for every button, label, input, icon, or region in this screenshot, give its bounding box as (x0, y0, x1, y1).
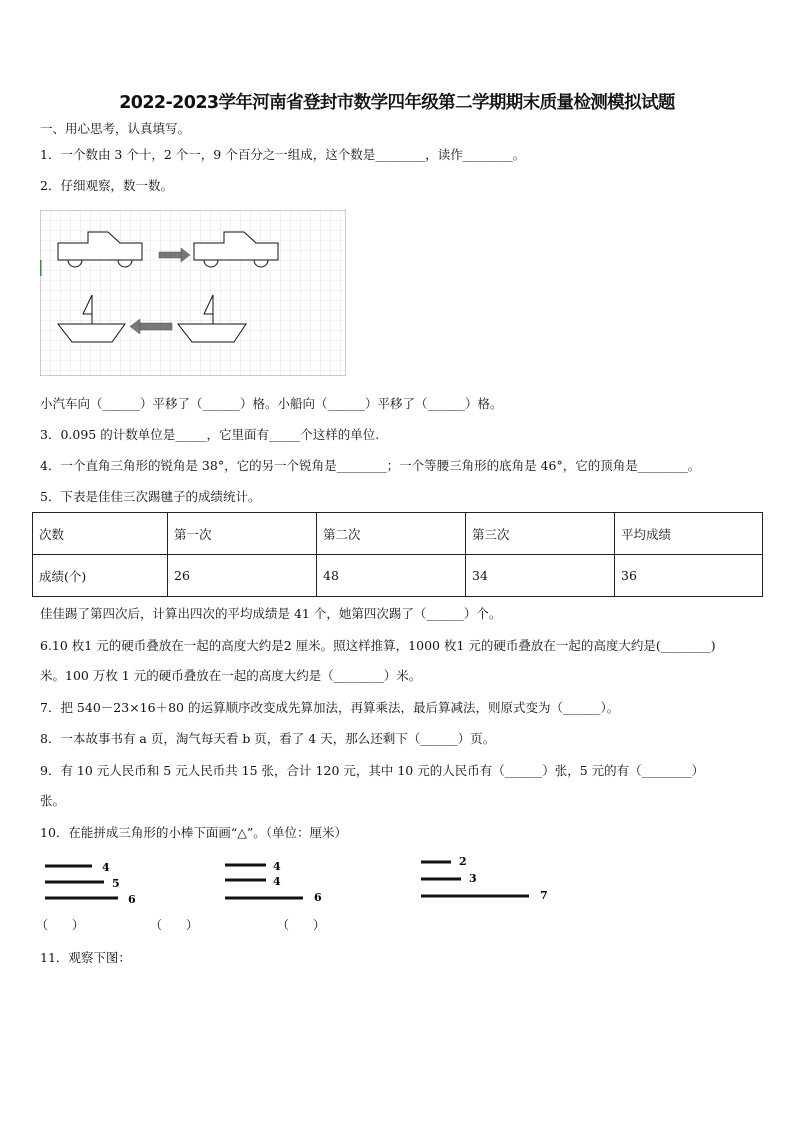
stick-length-label: 4 (102, 861, 110, 874)
table-cell: 34 (466, 555, 615, 597)
question-6-line-2: 米。100 万枚 1 元的硬币叠放在一起的高度大约是（________）米。 (40, 668, 422, 683)
question-8: 8．一本故事书有 a 页，淘气每天看 b 页，看了 4 天，那么还剩下（______）页。 (40, 731, 496, 746)
question-5: 5．下表是佳佳三次踢毽子的成绩统计。 (40, 489, 261, 504)
question-11: 11．观察下图： (40, 950, 131, 965)
section-heading: 一、用心思考，认真填写。 (40, 121, 191, 136)
question-9-line-1: 9．有 10 元人民币和 5 元人民币共 15 张，合计 120 元，其中 10 元的人民币有（______）张，5 元的有（________） (40, 763, 705, 778)
stick-group-1 (36, 861, 136, 932)
table-header-row (33, 513, 763, 555)
question-6-line-1: 6.10 枚1 元的硬币叠放在一起的高度大约是2 厘米。照这样推算，1000 枚1 元的硬币叠放在一起的高度大约是(________) (40, 638, 716, 653)
question-2-answer: 小汽车向（______）平移了（______）格。小船向（______）平移了（______）格。 (40, 396, 503, 411)
stick-length-label: 4 (273, 875, 281, 888)
question-9-line-2: 张。 (40, 793, 66, 808)
question-4: 4．一个直角三角形的锐角是 38°，它的另一个锐角是________；一个等腰三角形的底角是 46°，它的顶角是________。 (40, 458, 701, 473)
question-3: 3．0.095 的计数单位是_____，它里面有_____个这样的单位. (40, 427, 380, 442)
stick-groups-figure (0, 850, 794, 940)
page-title: 2022-2023学年河南省登封市数学四年级第二学期期末质量检测模拟试题 (119, 93, 675, 113)
translation-grid-figure (40, 210, 346, 376)
stick-length-label: 3 (469, 872, 477, 885)
stick-length-label: 6 (314, 891, 322, 904)
table-cell: 第三次 (466, 513, 615, 555)
grid-background (40, 210, 346, 376)
stick-length-label: 5 (112, 877, 120, 890)
question-10: 10．在能拼成三角形的小棒下面画“△”。（单位：厘米） (40, 825, 348, 840)
table-cell: 平均成绩 (615, 513, 763, 555)
stick-length-label: 7 (540, 889, 548, 902)
question-5-followup: 佳佳踢了第四次后，计算出四次的平均成绩是 41 个，她第四次踢了（______）个。 (40, 606, 502, 621)
table-cell: 成绩(个) (33, 555, 168, 597)
score-table (32, 512, 763, 597)
answer-blank: （ ） (277, 918, 326, 932)
question-7: 7．把 540－23×16＋80 的运算顺序改变成先算加法，再算乘法，最后算减法，则原式变为（______）。 (40, 700, 620, 715)
table-cell: 48 (317, 555, 466, 597)
table-cell: 36 (615, 555, 763, 597)
table-cell: 26 (168, 555, 317, 597)
table-cell: 第二次 (317, 513, 466, 555)
stick-length-label: 2 (459, 855, 467, 868)
stick-length-label: 6 (128, 893, 136, 906)
table-row (33, 555, 763, 597)
question-1: 1．一个数由 3 个十，2 个一，9 个百分之一组成，这个数是________，读作________。 (40, 147, 526, 162)
table-cell: 次数 (33, 513, 168, 555)
stick-length-label: 4 (273, 860, 281, 873)
answer-blank: （ ） (36, 918, 85, 932)
table-cell: 第一次 (168, 513, 317, 555)
question-2: 2．仔细观察，数一数。 (40, 178, 173, 193)
answer-blank: （ ） (150, 918, 199, 932)
